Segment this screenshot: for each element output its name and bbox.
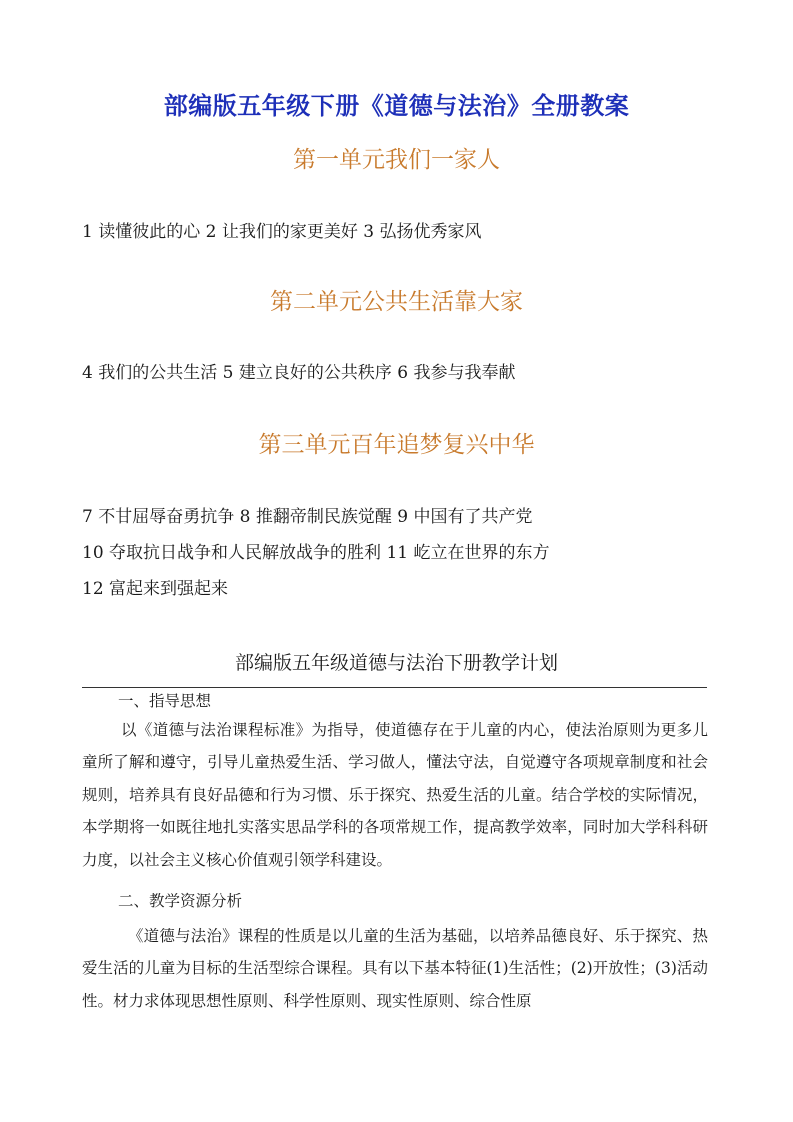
- teaching-plan-title: 部编版五年级道德与法治下册教学计划: [234, 652, 558, 674]
- unit-1-lessons: 1 读懂彼此的心 2 让我们的家更美好 3 弘扬优秀家风: [82, 222, 482, 242]
- unit-3-lessons-line-3: 12 富起来到强起来: [82, 579, 229, 599]
- unit-1-title: 第一单元我们一家人: [293, 147, 500, 173]
- unit-2-title: 第二单元公共生活靠大家: [270, 289, 523, 315]
- section-paragraph-resource-analysis: 《道德与法治》课程的性质是以儿童的生活为基础，以培养品德良好、乐于探究、热爱生活的儿童为目标的生活型综合课程。具有以下基本特征(1)生活性；(2)开放性；(3)活动性。材力求体现思想性原则、科学性原则、现实性原则、综合性原: [82, 927, 708, 1010]
- title-underline-divider: [82, 687, 707, 688]
- section-heading-resource-analysis: 二、教学资源分析: [118, 892, 243, 910]
- unit-2-lessons: 4 我们的公共生活 5 建立良好的公共秩序 6 我参与我奉献: [82, 363, 516, 383]
- unit-3-lessons-line-1: 7 不甘屈辱奋勇抗争 8 推翻帝制民族觉醒 9 中国有了共产党: [82, 507, 533, 527]
- document-title: 部编版五年级下册《道德与法治》全册教案: [163, 92, 630, 120]
- unit-3-lessons-line-2: 10 夺取抗日战争和人民解放战争的胜利 11 屹立在世界的东方: [82, 543, 550, 563]
- section-paragraph-guiding-ideology: 以《道德与法治课程标准》为指导，使道德存在于儿童的内心，使法治原则为更多儿童所了解和遵守，引导儿童热爱生活、学习做人，懂法守法，自觉遵守各项规章制度和社会规则，培养具有良好品德和行为习惯、乐于探究、热爱生活的儿童。结合学校的实际情况，本学期将一如既往地扎实落实思品学科的各项常规工作，提高教学效率，同时加大学科科研力度，以社会主义核心价值观引领学科建设。: [82, 721, 708, 869]
- unit-3-title: 第三单元百年追梦复兴中华: [258, 432, 535, 458]
- section-heading-guiding-ideology: 一、指导思想: [118, 692, 212, 710]
